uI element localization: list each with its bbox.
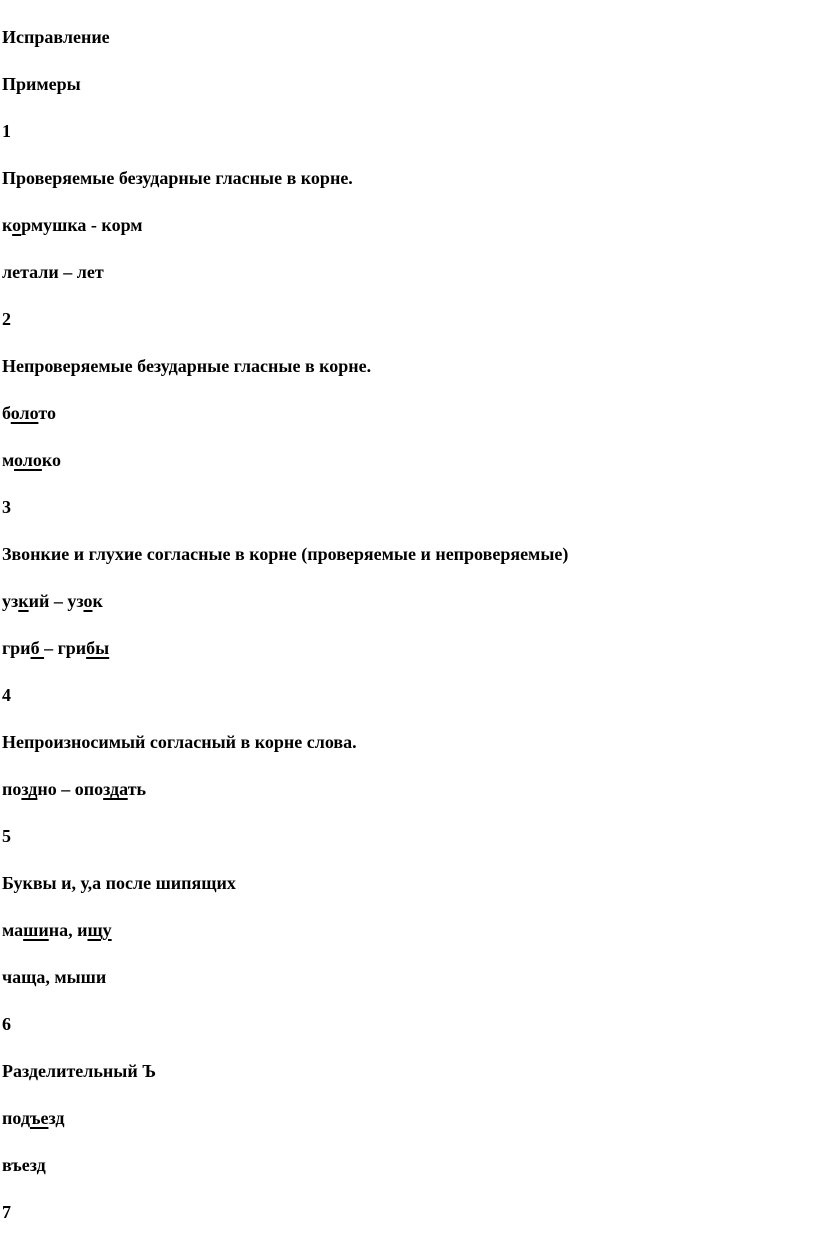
underlined-letters: зда: [103, 779, 128, 799]
text-segment: Непроизносимый согласный в корне слова.: [2, 732, 357, 752]
text-segment: ма: [2, 920, 24, 940]
section-number: [2, 825, 11, 847]
text-segment: к: [2, 215, 13, 235]
section-number: [2, 1013, 11, 1035]
text-segment: то: [38, 403, 56, 423]
section-number: [2, 308, 11, 330]
underlined-letters: к: [18, 591, 29, 611]
rule-title: [2, 1060, 156, 1082]
underlined-letters: ъе: [29, 1108, 49, 1128]
example-line: [2, 261, 104, 283]
text-segment: зд: [48, 1108, 65, 1128]
underlined-letters: оло: [10, 403, 39, 423]
text-segment: Буквы и, у,а после шипящих: [2, 873, 236, 893]
text-segment: ий – уз: [28, 591, 84, 611]
text-segment: гри: [2, 638, 31, 658]
example-line: [2, 966, 106, 988]
text-segment: Непроверяемые безударные гласные в корне.: [2, 356, 372, 376]
example-line: [2, 402, 56, 424]
text-segment: по: [2, 779, 22, 799]
text-segment: Исправление: [2, 27, 110, 47]
text-segment: Разделительный Ъ: [2, 1061, 156, 1081]
section-number: [2, 120, 11, 142]
example-line: [2, 637, 109, 659]
text-segment: 4: [2, 685, 11, 705]
text-segment: б: [2, 403, 11, 423]
section-number: [2, 1201, 11, 1223]
example-line: [2, 1154, 46, 1176]
text-segment: Проверяемые безударные гласные в корне.: [2, 168, 353, 188]
underlined-letters: б: [30, 638, 45, 658]
underlined-letters: о: [83, 591, 93, 611]
underlined-letters: оло: [14, 450, 42, 470]
example-line: [2, 590, 103, 612]
text-segment: под: [2, 1108, 30, 1128]
text-segment: ть: [127, 779, 147, 799]
text-segment: летали – лет: [2, 262, 104, 282]
underlined-letters: щу: [87, 920, 112, 940]
rule-title: [2, 167, 353, 189]
rule-title: [2, 355, 371, 377]
text-segment: к: [92, 591, 103, 611]
text-segment: 5: [2, 826, 11, 846]
text-segment: чаща, мыши: [2, 967, 107, 987]
text-segment: Примеры: [2, 74, 81, 94]
underlined-letters: ши: [23, 920, 49, 940]
example-line: [2, 919, 112, 941]
text-segment: на, и: [48, 920, 88, 940]
heading-examples: [2, 73, 81, 95]
text-segment: уз: [2, 591, 19, 611]
example-line: [2, 1107, 64, 1129]
text-segment: 6: [2, 1014, 11, 1034]
section-number: [2, 684, 11, 706]
heading-correction: [2, 26, 110, 48]
example-line: [2, 449, 61, 471]
rule-title: [2, 543, 568, 565]
text-segment: Звонкие и глухие согласные в корне (проверяемые и непроверяемые): [2, 544, 569, 564]
text-segment: но – опо: [37, 779, 104, 799]
example-line: [2, 778, 146, 800]
text-segment: въезд: [2, 1155, 46, 1175]
underlined-letters: о: [12, 215, 22, 235]
text-segment: рмушка - корм: [21, 215, 143, 235]
section-number: [2, 496, 11, 518]
text-segment: 1: [2, 121, 11, 141]
underlined-letters: зд: [21, 779, 38, 799]
rule-title: [2, 731, 357, 753]
text-segment: 7: [2, 1202, 11, 1222]
text-segment: ко: [41, 450, 62, 470]
text-segment: 2: [2, 309, 11, 329]
text-segment: м: [2, 450, 15, 470]
text-segment: 3: [2, 497, 11, 517]
text-segment: – гри: [44, 638, 87, 658]
example-line: [2, 214, 143, 236]
underlined-letters: бы: [86, 638, 110, 658]
rule-title: [2, 872, 236, 894]
